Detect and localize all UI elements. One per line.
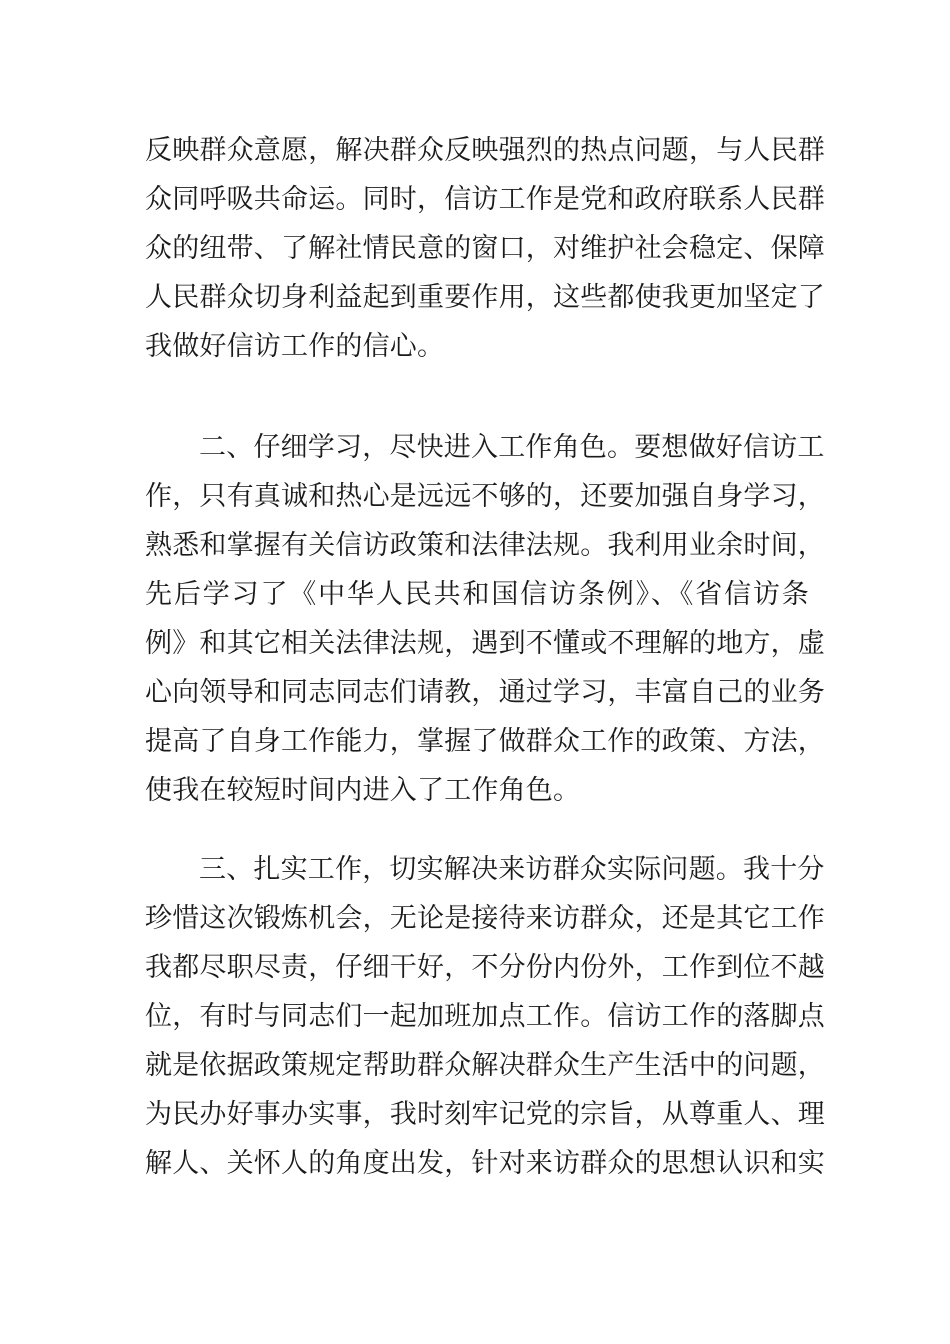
paragraph-line: 使我在较短时间内进入了工作角色。 (145, 775, 581, 806)
paragraph-line: 位，有时与同志们一起加班加点工作。信访工作的落脚点 (145, 1001, 825, 1032)
paragraph-1 (145, 126, 825, 371)
paragraph-line: 先后学习了《中华人民共和国信访条例》、《省信访条 (145, 579, 809, 610)
paragraph-line: 人民群众切身利益起到重要作用，这些都使我更加坚定了 (145, 282, 825, 313)
paragraph-line: 为民办好事办实事，我时刻牢记党的宗旨，从尊重人、理 (145, 1099, 825, 1130)
paragraph-line: 我做好信访工作的信心。 (145, 331, 445, 362)
paragraph-line: 解人、关怀人的角度出发，针对来访群众的思想认识和实 (145, 1148, 825, 1179)
paragraph-line: 心向领导和同志同志们请教，通过学习，丰富自己的业务 (145, 677, 825, 708)
paragraph-line: 二、仔细学习，尽快进入工作角色。要想做好信访工 (199, 432, 825, 463)
paragraph-2 (145, 423, 825, 815)
paragraph-line: 熟悉和掌握有关信访政策和法律法规。我利用业余时间， (145, 530, 825, 561)
paragraph-line: 我都尽职尽责，仔细干好，不分份内份外，工作到位不越 (145, 952, 825, 983)
paragraph-line: 珍惜这次锻炼机会，无论是接待来访群众，还是其它工作 (145, 903, 825, 934)
paragraph-line: 就是依据政策规定帮助群众解决群众生产生活中的问题， (145, 1050, 825, 1081)
paragraph-line: 反映群众意愿，解决群众反映强烈的热点问题，与人民群 (145, 135, 825, 166)
paragraph-line: 例》和其它相关法律法规，遇到不懂或不理解的地方，虚 (145, 628, 825, 659)
paragraph-line: 提高了自身工作能力，掌握了做群众工作的政策、方法， (145, 726, 825, 757)
paragraph-line: 三、扎实工作，切实解决来访群众实际问题。我十分 (199, 854, 825, 885)
paragraph-line: 众同呼吸共命运。同时，信访工作是党和政府联系人民群 (145, 184, 825, 215)
paragraph-line: 众的纽带、了解社情民意的窗口，对维护社会稳定、保障 (145, 233, 825, 264)
paragraph-line: 作，只有真诚和热心是远远不够的，还要加强自身学习， (145, 481, 825, 512)
paragraph-3 (145, 845, 825, 1188)
